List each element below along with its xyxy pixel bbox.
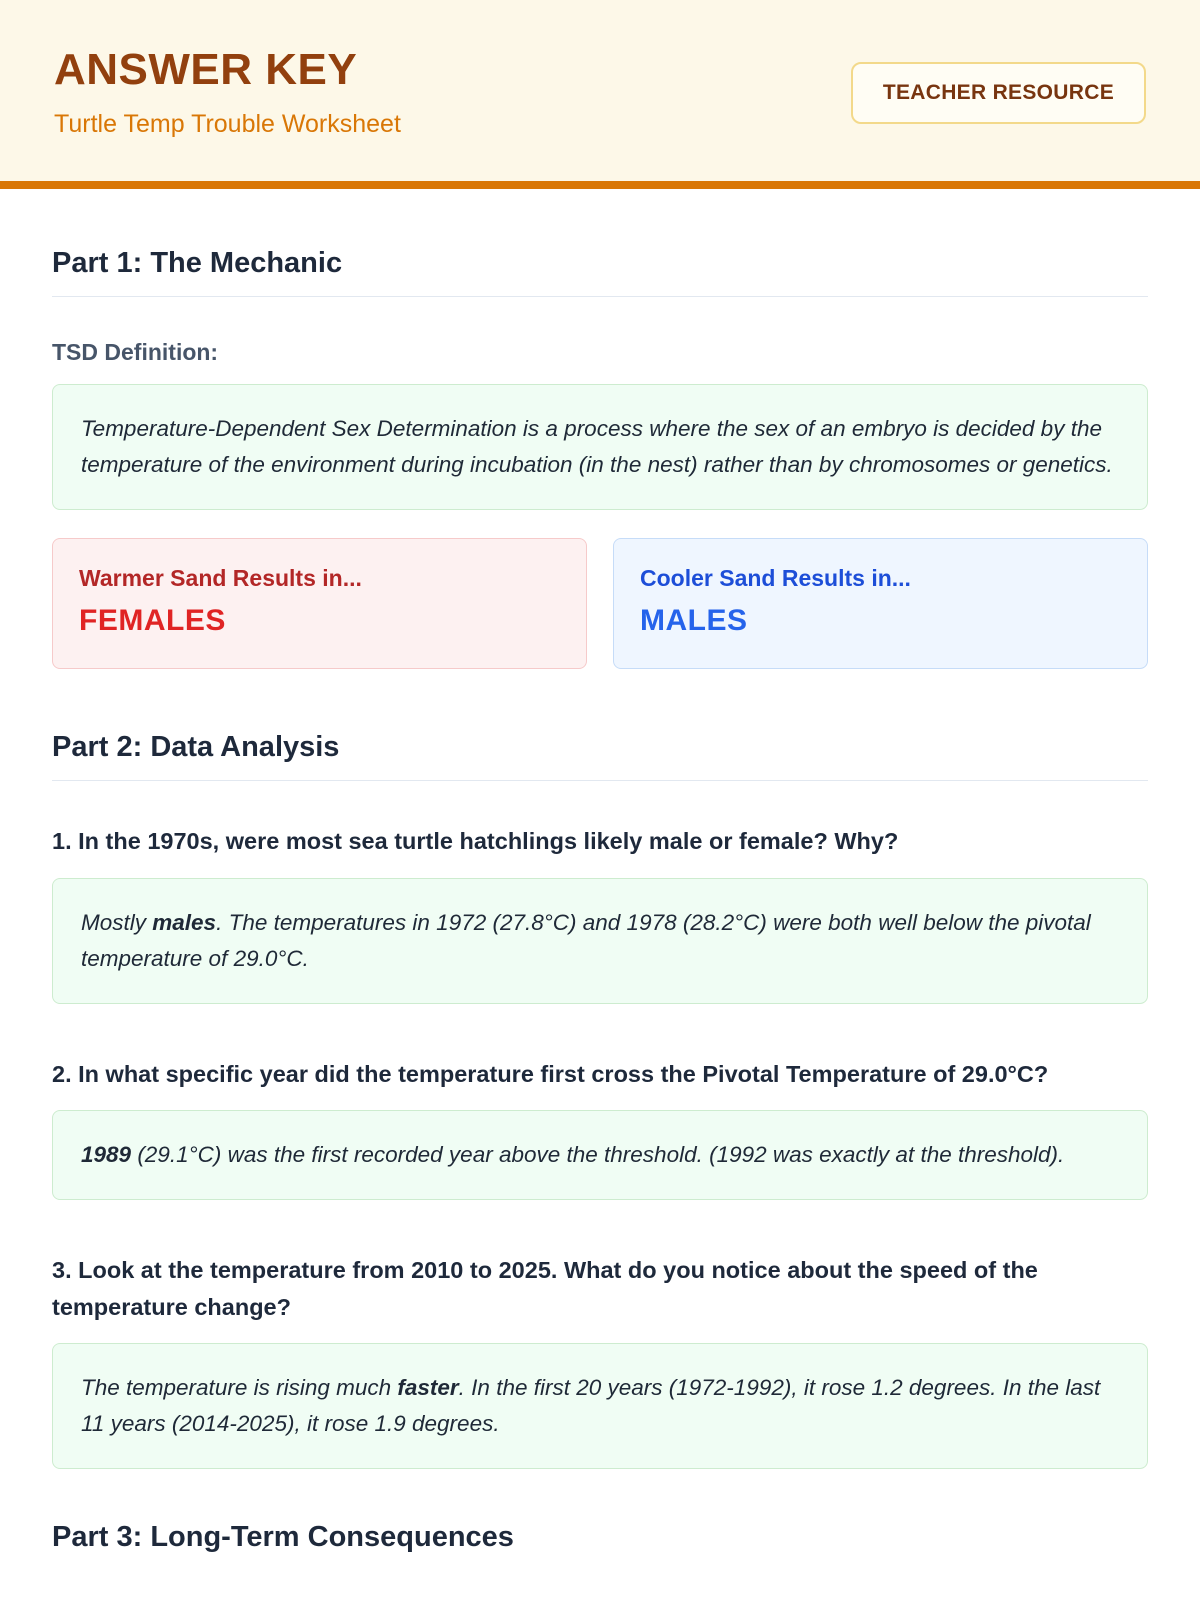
question-3-answer xyxy=(52,1343,1148,1469)
part3-heading: Part 3: Long-Term Consequences xyxy=(52,1521,514,1554)
worksheet-content xyxy=(0,189,1200,1610)
header-titles xyxy=(54,46,401,139)
answer-3-post: . In the first 20 years (1972-1992), it rose 1.2 degrees. In the last 11 years (2014-2025), it rose 1.9 degrees. xyxy=(81,1375,1101,1437)
warmer-sand-label: Warmer Sand Results in... xyxy=(79,565,362,592)
answer-3-bold: faster xyxy=(397,1375,459,1401)
answer-2-bold: 1989 xyxy=(81,1142,132,1168)
question-1-answer xyxy=(52,878,1148,1004)
cooler-sand-card xyxy=(613,538,1148,669)
part1-section xyxy=(52,247,1148,669)
warmer-sand-value: FEMALES xyxy=(79,604,226,638)
teacher-resource-badge: TEACHER RESOURCE xyxy=(851,62,1146,124)
question-3-block xyxy=(52,1252,1148,1469)
part2-heading: Part 2: Data Analysis xyxy=(52,731,340,764)
page-subtitle: Turtle Temp Trouble Worksheet xyxy=(54,110,401,139)
tsd-definition-label: TSD Definition: xyxy=(52,339,219,366)
part1-heading: Part 1: The Mechanic xyxy=(52,247,343,280)
tsd-definition-answer xyxy=(52,384,1148,510)
question-3-text: 3. Look at the temperature from 2010 to 2025. What do you notice about the speed of the temperature change? xyxy=(52,1257,1038,1320)
part3-section xyxy=(52,1521,1148,1554)
part1-divider xyxy=(52,296,1148,297)
cooler-sand-value: MALES xyxy=(640,604,748,638)
question-1-text: 1. In the 1970s, were most sea turtle hatchlings likely male or female? Why? xyxy=(52,828,899,855)
cooler-sand-label: Cooler Sand Results in... xyxy=(640,565,911,592)
answer-1-pre: Mostly xyxy=(81,909,153,935)
part2-section xyxy=(52,731,1148,1469)
warmer-sand-card xyxy=(52,538,587,669)
tsd-definition-answer-text: Temperature-Dependent Sex Determination is a process where the sex of an embryo is decided by the temperature of the environment during incubation (in the nest) rather than by chromosomes or genetics. xyxy=(81,416,1113,478)
answer-3-pre: The temperature is rising much xyxy=(81,1375,398,1401)
question-1-block xyxy=(52,823,1148,1003)
page-title: ANSWER KEY xyxy=(54,45,358,94)
question-2-block xyxy=(52,1056,1148,1200)
question-2-answer xyxy=(52,1110,1148,1200)
answer-2-post: (29.1°C) was the first recorded year above the threshold. (1992 was exactly at the threshold). xyxy=(131,1142,1065,1168)
page-header xyxy=(0,0,1200,189)
sand-results-row xyxy=(52,538,1148,669)
answer-1-post: . The temperatures in 1972 (27.8°C) and 1978 (28.2°C) were both well below the pivotal temperature of 29.0°C. xyxy=(81,909,1091,971)
answer-1-bold: males xyxy=(152,909,217,935)
part2-divider xyxy=(52,780,1148,781)
question-2-text: 2. In what specific year did the temperature first cross the Pivotal Temperature of 29.0°C? xyxy=(52,1060,1049,1087)
